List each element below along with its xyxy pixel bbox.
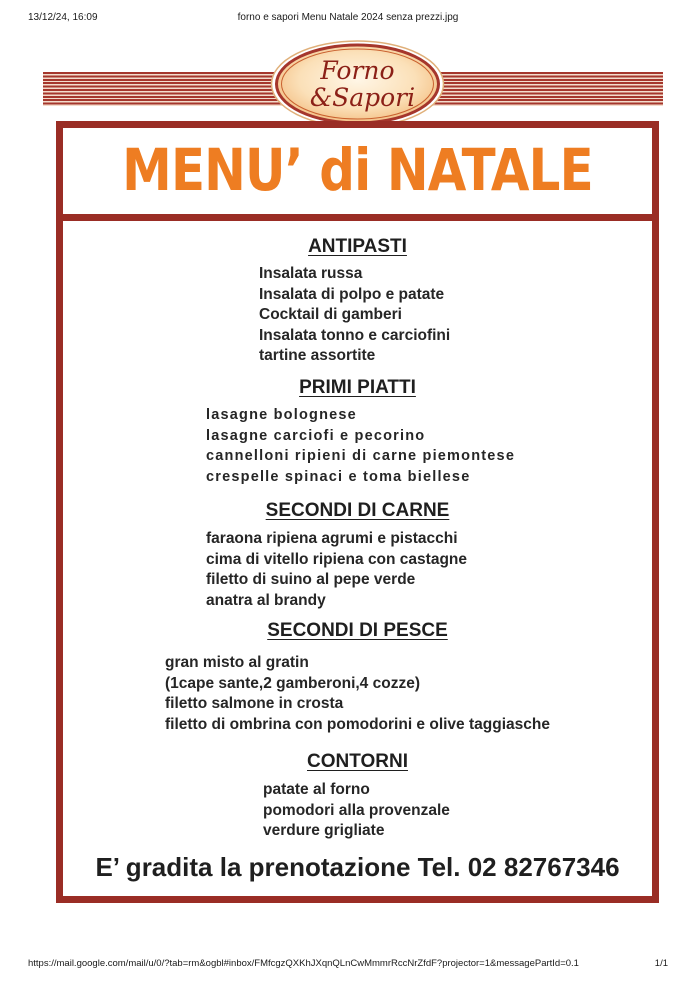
menu-item: patate al forno xyxy=(263,781,370,798)
menu-item: anatra al brandy xyxy=(206,592,326,609)
header-stripes-right xyxy=(418,72,663,106)
header-stripes-left xyxy=(43,72,283,106)
menu-item: Cocktail di gamberi xyxy=(259,306,402,323)
menu-item: Insalata russa xyxy=(259,265,363,282)
menu-item: cima di vitello ripiena con castagne xyxy=(206,551,468,568)
brand-logo xyxy=(270,40,445,128)
menu-item: lasagne bolognese xyxy=(206,407,357,423)
print-datetime: 13/12/24, 16:09 xyxy=(28,12,98,23)
print-page-number: 1/1 xyxy=(654,958,668,969)
menu-item: verdure grigliate xyxy=(263,822,385,839)
menu-item: lasagne carciofi e pecorino xyxy=(206,428,426,444)
menu-item: (1cape sante,2 gamberoni,4 cozze) xyxy=(165,675,420,692)
print-url: https://mail.google.com/mail/u/0/?tab=rm&ogbl#inbox/FMfcgzQXKhJXqnQLnCwMmmrRccNrZfdF?projector=1&messagePartId=0.1 xyxy=(28,958,579,969)
menu-item: crespelle spinaci e toma biellese xyxy=(206,469,471,485)
menu-item: filetto di suino al pepe verde xyxy=(206,571,416,588)
title-divider xyxy=(56,214,659,221)
section-title-secondi-pesce: SECONDI DI PESCE xyxy=(267,620,448,641)
menu-item: pomodori alla provenzale xyxy=(263,802,450,819)
menu-item: tartine assortite xyxy=(259,347,376,364)
section-title-secondi-carne: SECONDI DI CARNE xyxy=(265,500,450,521)
logo-word-forno: Forno xyxy=(320,56,395,85)
menu-item: filetto di ombrina con pomodorini e olive taggiasche xyxy=(165,716,550,733)
menu-title: MENU’ di NATALE xyxy=(122,136,593,204)
print-filename: forno e sapori Menu Natale 2024 senza prezzi.jpg xyxy=(237,12,459,23)
menu-item: cannelloni ripieni di carne piemontese xyxy=(206,448,516,464)
menu-item: faraona ripiena agrumi e pistacchi xyxy=(206,530,458,547)
section-title-contorni: CONTORNI xyxy=(307,751,408,772)
section-title-antipasti: ANTIPASTI xyxy=(308,236,407,257)
menu-item: Insalata tonno e carciofini xyxy=(259,327,451,344)
menu-item: filetto salmone in crosta xyxy=(165,695,344,712)
booking-line: E’ gradita la prenotazione Tel. 02 82767346 xyxy=(95,852,620,882)
menu-item: Insalata di polpo e patate xyxy=(259,286,445,303)
section-title-primi-piatti: PRIMI PIATTI xyxy=(299,377,416,398)
logo-word-sapori: &Sapori xyxy=(309,83,416,112)
menu-item: gran misto al gratin xyxy=(165,654,309,671)
